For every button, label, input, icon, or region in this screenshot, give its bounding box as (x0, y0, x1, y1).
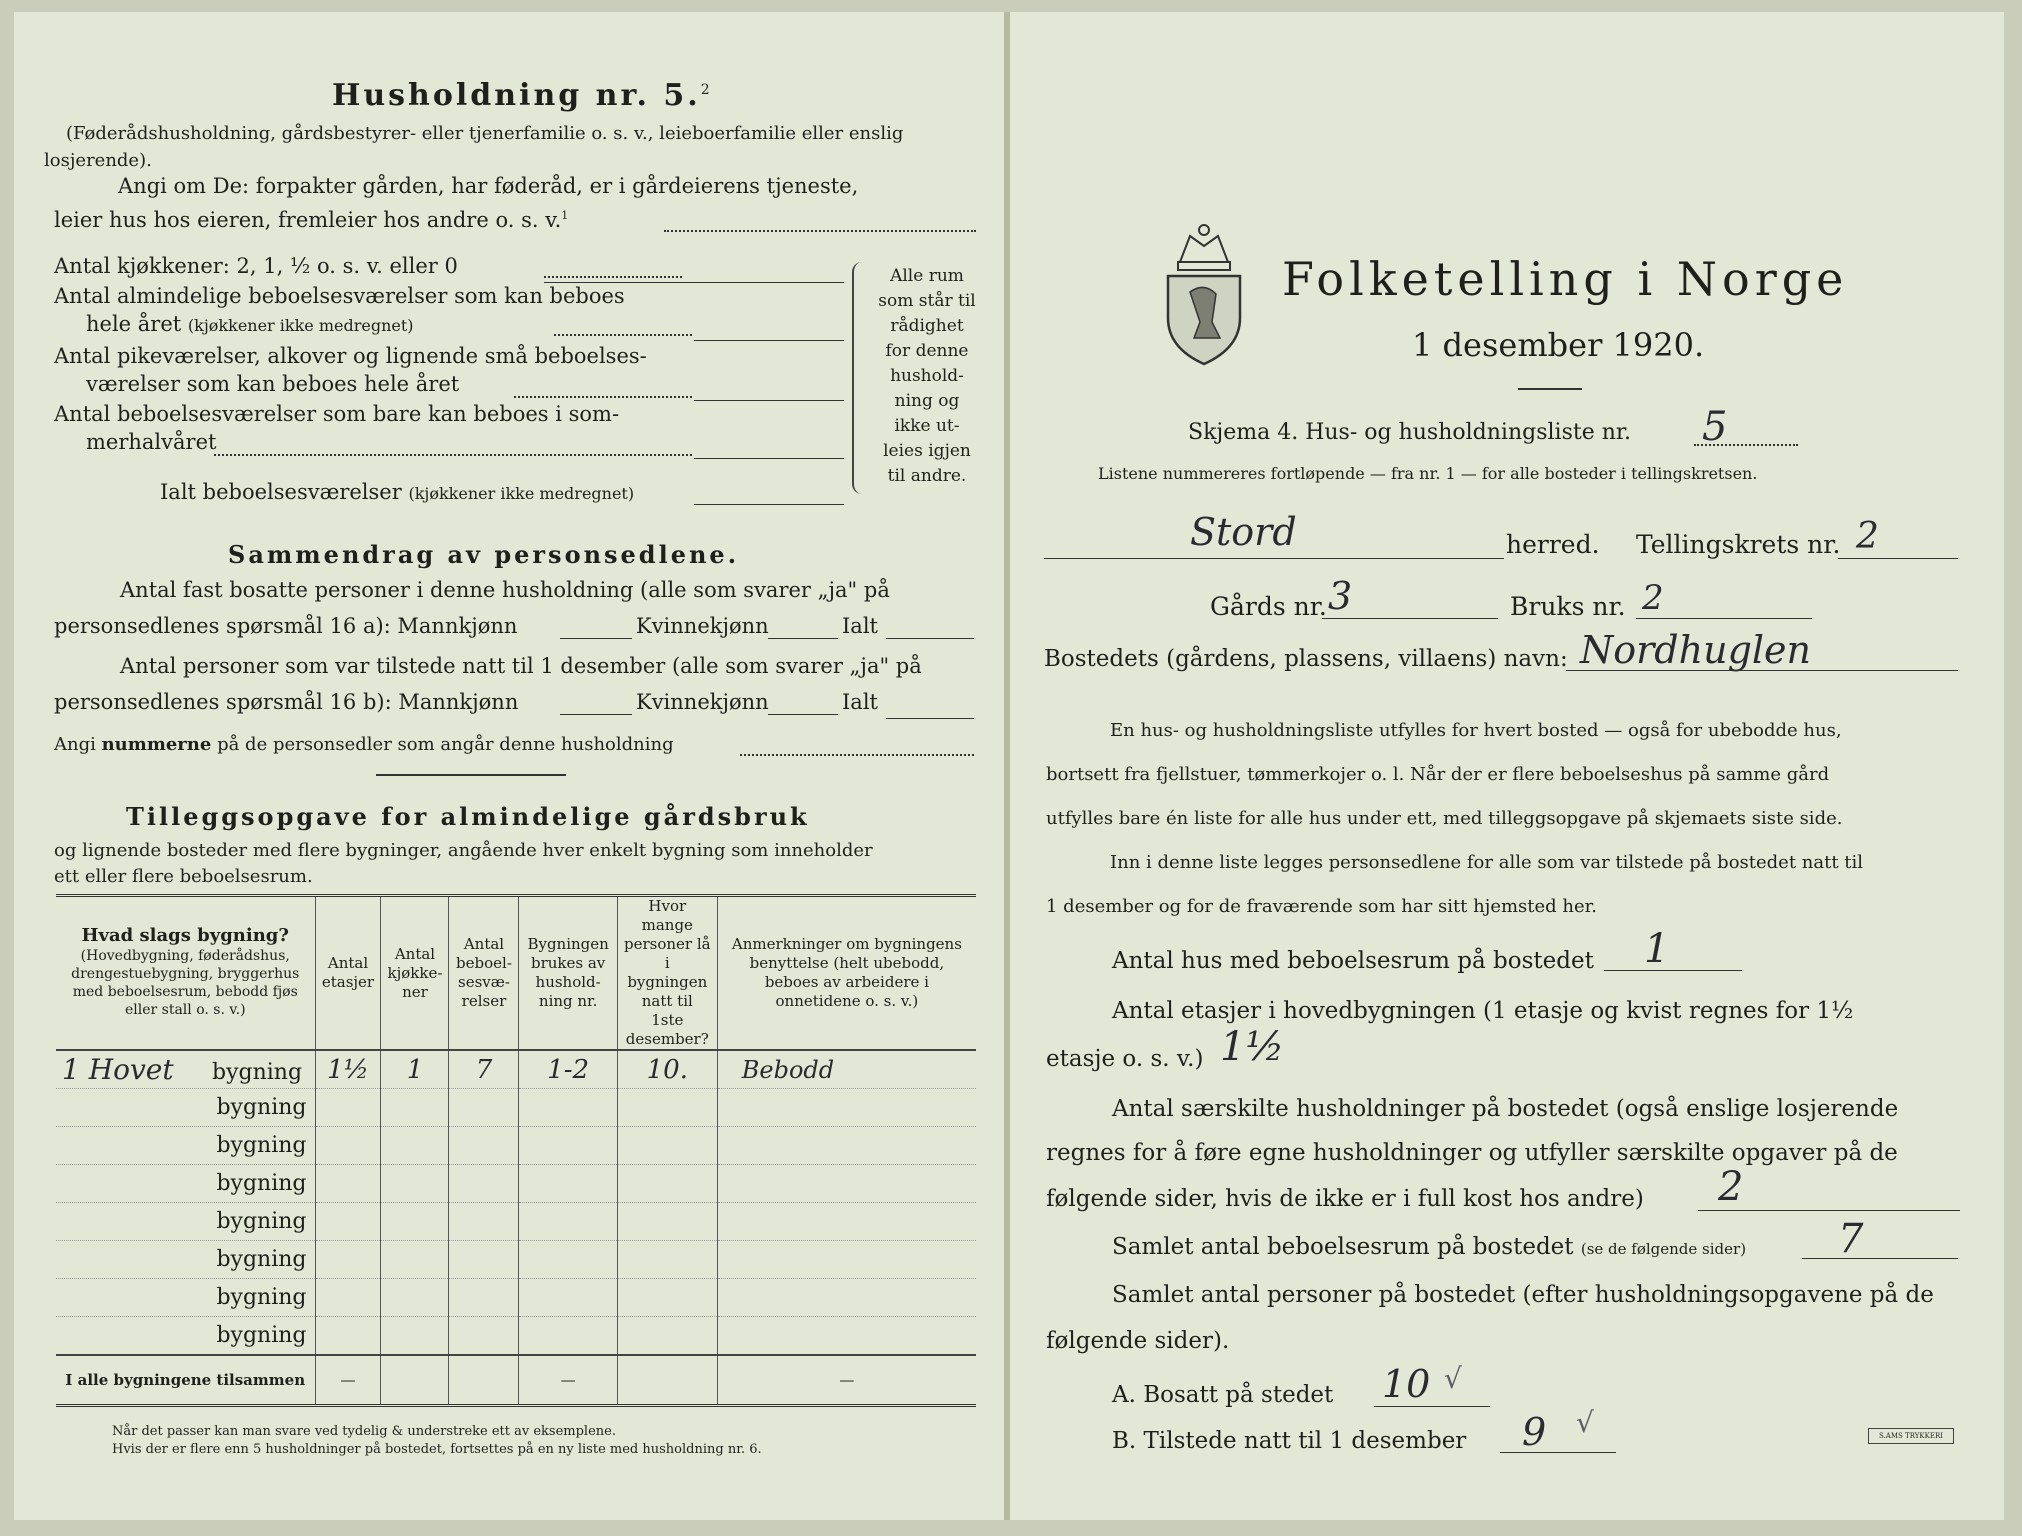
samlet-pers-l2: følgende sider). (1046, 1328, 1230, 1354)
bosatt-line (1374, 1406, 1490, 1407)
title-rule (1518, 388, 1582, 390)
right-page (1010, 12, 2004, 1520)
table-total-row: I alle bygningene tilsammen — — — (56, 1355, 976, 1406)
sarskilte-l1: Antal særskilte husholdninger på bostedet (også enslige losjerende (1112, 1096, 1899, 1122)
herred-label: herred. (1506, 530, 1600, 559)
table-row: bygning (56, 1203, 976, 1241)
etasjer-line2: etasje o. s. v.) (1046, 1046, 1204, 1072)
col-anmerkninger: Anmerkninger om bygningens benyttelse (helt ubebodd, beboes av arbeidere i onnetidene o. s. v.) (717, 896, 976, 1051)
footnote-2: Hvis der er flere enn 5 husholdninger på bostedet, fortsettes på en ny liste med husholdning nr. 6. (112, 1442, 762, 1457)
building-table-header (56, 896, 976, 1051)
col-husholdning: Bygningen brukes av hushold-ning nr. (519, 896, 617, 1051)
brace-note: Alle rum som står til rådighet for denne hushold- ning og ikke ut- leies igjen til andre. (878, 266, 976, 486)
tilstede-line1: Antal personer som var tilstede natt til 1 desember (alle som svarer „ja" på (120, 654, 922, 678)
fast-kvinne-line (768, 638, 838, 639)
para2-l1: Inn i denne liste legges personsedlene for alle som var tilstede på bostedet natt til (1110, 852, 1864, 873)
col-rom: Antal beboel-sesvæ-relser (449, 896, 519, 1051)
table-row: bygning (56, 1317, 976, 1356)
para2-l2: 1 desember og for de fraværende som har sitt hjemsted her. (1046, 896, 1597, 917)
bosatt-value: 10 (1382, 1362, 1431, 1406)
sarskilte-l2: regnes for å føre egne husholdninger og utfyller særskilte opgaver på de (1046, 1140, 1898, 1166)
bosatt-check: √ (1444, 1362, 1462, 1395)
tilstede-ialt: Ialt (842, 690, 878, 714)
table-row: 1 Hovet bygning 1½ 1 7 1-2 10. Bebodd (56, 1050, 976, 1089)
pike-line2: værelser som kan beboes hele året (86, 372, 460, 396)
building-table (56, 894, 976, 1407)
husholdning-title: Husholdning nr. 5.$^2$ (332, 78, 710, 113)
para1-l3: utfylles bare én liste for alle hus under ett, med tilleggsopgave på skjemaets siste side. (1046, 808, 1843, 829)
etasjer-value: 1½ (1220, 1024, 1285, 1070)
ialt-answer-line (694, 504, 844, 505)
pike-line1: Antal pikeværelser, alkover og lignende små beboelses- (54, 344, 647, 368)
printer-stamp: S.AMS TRYKKERI (1868, 1428, 1954, 1444)
main-title: Folketelling i Norge (1282, 252, 1849, 306)
antal-hus-line (1604, 970, 1742, 971)
bruks-nr: 2 (1642, 578, 1664, 618)
tellingskrets-label: Tellingskrets nr. (1636, 530, 1841, 559)
skjema-label: Skjema 4. Hus- og husholdningsliste nr. (1188, 420, 1631, 445)
angi-nummer: Angi nummerne på de personsedler som angår denne husholdning (54, 734, 674, 755)
tilstede-line (1500, 1452, 1616, 1453)
tellingskrets-nr: 2 (1856, 516, 1879, 557)
kjokkener-dots (544, 276, 682, 278)
herred-line (1044, 558, 1504, 559)
para1-l1: En hus- og husholdningsliste utfylles for hvert bosted — også for ubebodde hus, (1110, 720, 1842, 741)
fast-ialt: Ialt (842, 614, 878, 638)
table-row: bygning (56, 1127, 976, 1165)
sommer-dots (214, 454, 692, 456)
skjema-nr-line (1694, 444, 1798, 446)
tillegg-title: Tilleggsopgave for almindelige gårdsbruk (126, 802, 810, 831)
gards-nr: 3 (1328, 574, 1353, 618)
gards-label: Gårds nr. (1210, 592, 1327, 621)
left-page (14, 12, 1004, 1520)
sarskilte-l3: følgende sider, hvis de ikke er i full kost hos andre) (1046, 1186, 1644, 1212)
coat-of-arms-icon (1160, 218, 1248, 368)
gards-line (1322, 618, 1498, 619)
col-kjokkener: Antal kjøkke-ner (381, 896, 449, 1051)
table-row: bygning (56, 1241, 976, 1279)
pike-dots (514, 396, 692, 398)
husholdning-note: (Føderådshusholdning, gårdsbestyrer- eller tjenerfamilie o. s. v., leieboerfamilie eller enslig losjerende). (44, 123, 904, 171)
tilstede-value: 9 (1522, 1410, 1547, 1454)
divider (376, 774, 566, 776)
alm-line2: hele året (kjøkkener ikke medregnet) (86, 312, 414, 336)
table-row: bygning (56, 1279, 976, 1317)
antal-hus-value: 1 (1644, 926, 1670, 972)
tillegg-line1: og lignende bosteder med flere bygninger, angående hver enkelt bygning som inneholder (54, 840, 873, 861)
herred-value: Stord (1190, 510, 1297, 554)
alm-line1: Antal almindelige beboelsesværelser som kan beboes (54, 284, 625, 308)
sommer-line1: Antal beboelsesværelser som bare kan beboes i som- (54, 402, 620, 426)
angi-answer-line (664, 230, 976, 232)
table-row: bygning (56, 1089, 976, 1127)
tilstede-label: B. Tilstede natt til 1 desember (1112, 1428, 1467, 1454)
pike-answer-line (694, 400, 844, 401)
bruks-line (1636, 618, 1812, 619)
angi-line2: leier hus hos eieren, fremleier hos andre o. s. v.$^1$ (54, 208, 569, 232)
fast-ialt-line (886, 638, 974, 639)
fast-mann-line (560, 638, 632, 639)
bruks-label: Bruks nr. (1510, 592, 1626, 621)
sammendrag-title: Sammendrag av personsedlene. (228, 540, 740, 569)
fast-line1: Antal fast bosatte personer i denne husholdning (alle som svarer „ja" på (120, 578, 890, 602)
bostedets-navn: Nordhuglen (1580, 628, 1812, 672)
kjokkener-label: Antal kjøkkener: 2, 1, ½ o. s. v. eller 0 (54, 254, 458, 278)
tilstede-ialt-line (886, 718, 974, 719)
tilstede-kvinne-line (768, 714, 838, 715)
sommer-answer-line (694, 458, 844, 459)
col-hvad: Hvad slags bygning? (Hovedbygning, føderådshus, drengestuebygning, bryggerhus med beboelsesrum, bebodd fjøs eller stall o. s. v.) (56, 896, 315, 1051)
col-etasjer: Antal etasjer (315, 896, 381, 1051)
sarskilte-value: 2 (1718, 1164, 1744, 1210)
etasjer-line1: Antal etasjer i hovedbygningen (1 etasje og kvist regnes for 1½ (1112, 998, 1854, 1024)
angi-line1: Angi om De: forpakter gården, har føderåd, er i gårdeierens tjeneste, (118, 174, 859, 198)
footnote-1: Når det passer kan man svare ved tydelig & understreke ett av eksemplene. (112, 1424, 616, 1439)
skjema-nr: 5 (1702, 404, 1728, 450)
tellingskrets-line (1838, 558, 1958, 559)
bosatt-label: A. Bosatt på stedet (1112, 1382, 1334, 1408)
bostedets-label: Bostedets (gårdens, plassens, villaens) navn: (1044, 646, 1568, 672)
angi-nummer-line (740, 754, 974, 756)
date: 1 desember 1920. (1412, 326, 1705, 364)
kjokkener-answer-line (544, 282, 844, 283)
brace (852, 262, 874, 494)
fast-kvinne: Kvinnekjønn (636, 614, 769, 638)
sommer-line2: merhalvåret (86, 430, 217, 454)
tilstede-mann-line (560, 714, 632, 715)
antal-hus-label: Antal hus med beboelsesrum på bostedet (1112, 948, 1594, 974)
fast-line2: personsedlenes spørsmål 16 a): Mannkjønn (54, 614, 518, 638)
col-personer: Hvor mange personer lå i bygningen natt til 1ste desember? (617, 896, 717, 1051)
listene-note: Listene nummereres fortløpende — fra nr. 1 — for alle bosteder i tellingskretsen. (1098, 464, 1758, 483)
samlet-rom-line (1802, 1258, 1958, 1259)
alm-answer-line (694, 340, 844, 341)
bostedets-line (1566, 670, 1958, 671)
tillegg-line2: ett eller flere beboelsesrum. (54, 866, 313, 887)
samlet-pers-l1: Samlet antal personer på bostedet (efter husholdningsopgavene på de (1112, 1282, 1934, 1308)
tilstede-check: √ (1576, 1406, 1594, 1439)
alm-dots (554, 334, 692, 336)
tilstede-line2: personsedlenes spørsmål 16 b): Mannkjønn (54, 690, 519, 714)
table-row: bygning (56, 1165, 976, 1203)
para1-l2: bortsett fra fjellstuer, tømmerkojer o. l. Når der er flere beboelseshus på samme gård (1046, 764, 1830, 785)
samlet-rom-value: 7 (1838, 1216, 1864, 1262)
sarskilte-line (1698, 1210, 1960, 1211)
samlet-rom-label: Samlet antal beboelsesrum på bostedet (se de følgende sider) (1112, 1234, 1747, 1260)
ialt-label: Ialt beboelsesværelser (kjøkkener ikke medregnet) (160, 480, 635, 504)
tilstede-kvinne: Kvinnekjønn (636, 690, 769, 714)
